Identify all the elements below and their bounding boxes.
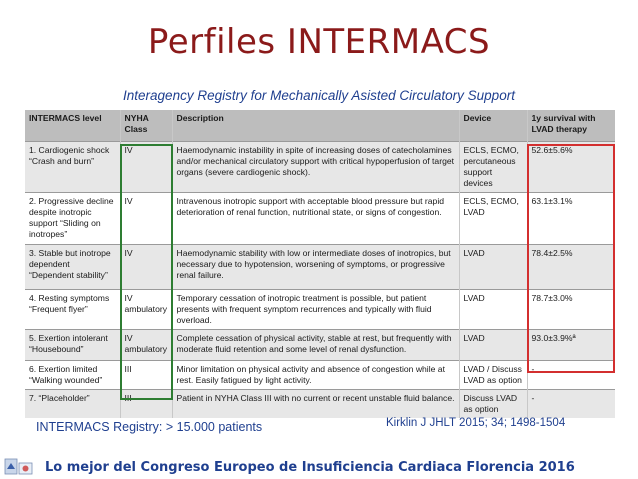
slide-subtitle: Interagency Registry for Mechanically Asisted Circulatory Support bbox=[123, 88, 515, 103]
cell-device: LVAD bbox=[459, 289, 527, 329]
cell-survival: 78.4±2.5% bbox=[527, 244, 615, 289]
cell-description: Minor limitation on physical activity and absence of congestion while at rest. Easily fatigued by light activity. bbox=[172, 360, 459, 389]
intermacs-table bbox=[25, 110, 615, 418]
registry-note: INTERMACS Registry: > 15.000 patients bbox=[36, 420, 263, 434]
table-header-row bbox=[25, 110, 615, 141]
cell-level: 3. Stable but inotrope dependent “Dependent stability” bbox=[25, 244, 120, 289]
cell-survival: 93.0±3.9%ª bbox=[527, 329, 615, 360]
table-row bbox=[25, 289, 615, 329]
congress-logo-icon bbox=[4, 457, 34, 477]
cell-description: Haemodynamic instability in spite of increasing doses of catecholamines and/or mechanical circulatory support with critical hypoperfusion of target organs (severe cardiogenic shock). bbox=[172, 141, 459, 192]
table-row bbox=[25, 244, 615, 289]
header-nyha: NYHA Class bbox=[120, 110, 172, 141]
table-row bbox=[25, 329, 615, 360]
cell-nyha: IV bbox=[120, 244, 172, 289]
cell-level: 7. “Placeholder” bbox=[25, 389, 120, 418]
cell-level: 4. Resting symptoms “Frequent flyer” bbox=[25, 289, 120, 329]
header-device: Device bbox=[459, 110, 527, 141]
cell-level: 1. Cardiogenic shock “Crash and burn” bbox=[25, 141, 120, 192]
cell-device: LVAD bbox=[459, 244, 527, 289]
header-level: INTERMACS level bbox=[25, 110, 120, 141]
cell-level: 2. Progressive decline despite inotropic support “Sliding on inotropes” bbox=[25, 192, 120, 244]
cell-device: LVAD bbox=[459, 329, 527, 360]
cell-nyha: III bbox=[120, 360, 172, 389]
cell-survival: - bbox=[527, 360, 615, 389]
cell-nyha: IV ambulatory bbox=[120, 329, 172, 360]
cell-device: LVAD / Discuss LVAD as option bbox=[459, 360, 527, 389]
cell-level: 5. Exertion intolerant “Housebound” bbox=[25, 329, 120, 360]
slide-title: Perfiles INTERMACS bbox=[147, 22, 491, 62]
congress-banner-text: Lo mejor del Congreso Europeo de Insuficiencia Cardiaca Florencia 2016 bbox=[45, 460, 575, 475]
cell-nyha: IV ambulatory bbox=[120, 289, 172, 329]
cell-nyha: III bbox=[120, 389, 172, 418]
cell-level: 6. Exertion limited “Walking wounded” bbox=[25, 360, 120, 389]
cell-device: ECLS, ECMO, percutaneous support devices bbox=[459, 141, 527, 192]
cell-device: Discuss LVAD as option bbox=[459, 389, 527, 418]
cell-survival: 63.1±3.1% bbox=[527, 192, 615, 244]
cell-nyha: IV bbox=[120, 141, 172, 192]
table-row bbox=[25, 141, 615, 192]
citation: Kirklin J JHLT 2015; 34; 1498-1504 bbox=[386, 417, 566, 429]
cell-nyha: IV bbox=[120, 192, 172, 244]
cell-device: ECLS, ECMO, LVAD bbox=[459, 192, 527, 244]
cell-description: Complete cessation of physical activity, stable at rest, but frequently with moderate fluid retention and some level of renal dysfunction. bbox=[172, 329, 459, 360]
bottom-banner bbox=[0, 457, 638, 479]
intermacs-table-container bbox=[25, 110, 615, 418]
header-survival: 1y survival with LVAD therapy bbox=[527, 110, 615, 141]
header-description: Description bbox=[172, 110, 459, 141]
table-row bbox=[25, 389, 615, 418]
table-row bbox=[25, 360, 615, 389]
table-row bbox=[25, 192, 615, 244]
cell-description: Patient in NYHA Class III with no current or recent unstable fluid balance. bbox=[172, 389, 459, 418]
cell-survival: 78.7±3.0% bbox=[527, 289, 615, 329]
cell-survival: - bbox=[527, 389, 615, 418]
cell-survival: 52.6±5.6% bbox=[527, 141, 615, 192]
cell-description: Temporary cessation of inotropic treatment is possible, but patient presents with frequent symptom recurrences and typically with fluid overload. bbox=[172, 289, 459, 329]
cell-description: Haemodynamic stability with low or intermediate doses of inotropics, but necessary due to hypotension, worsening of symptoms, or progressive renal failure. bbox=[172, 244, 459, 289]
cell-description: Intravenous inotropic support with acceptable blood pressure but rapid deterioration of renal function, nutritional state, or signs of congestion. bbox=[172, 192, 459, 244]
